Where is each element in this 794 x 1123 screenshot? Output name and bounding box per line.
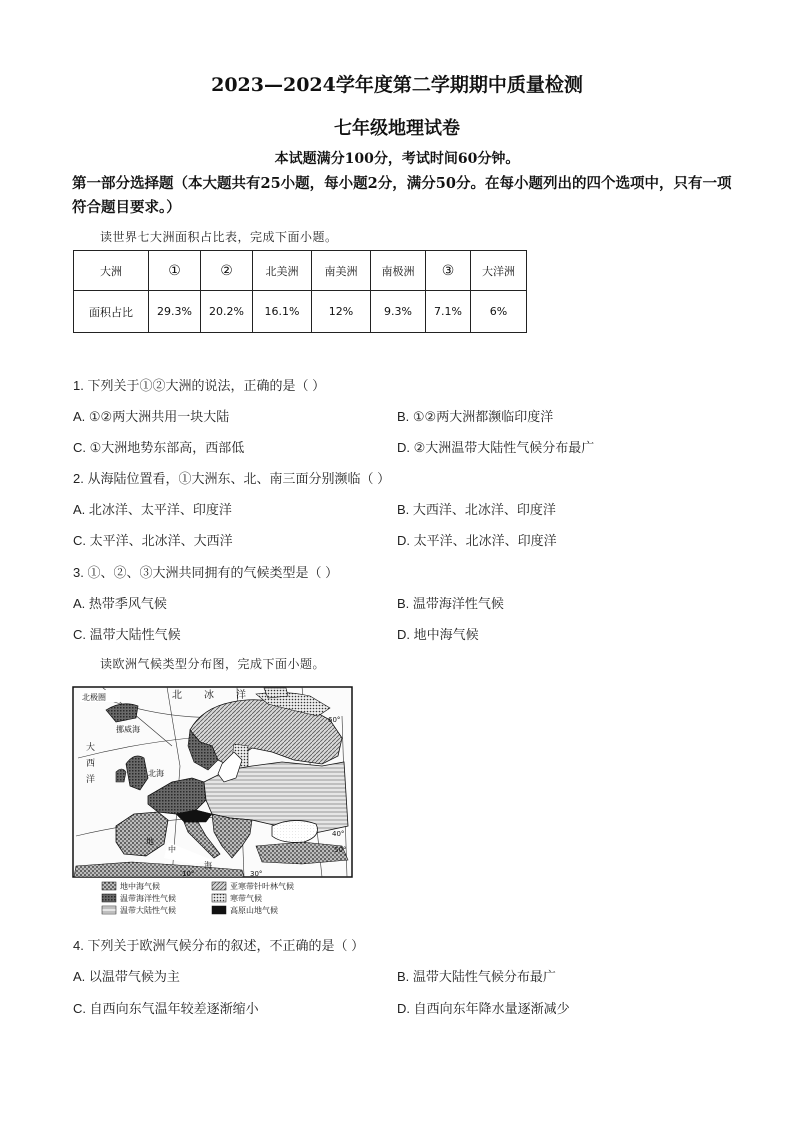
- question-3-option-d: D. 地中海气候: [397, 627, 479, 642]
- question-2-option-a: A. 北冰洋、太平洋、印度洋: [73, 502, 232, 517]
- exam-title: 2023—2024学年度第二学期期中质量检测: [211, 74, 583, 96]
- question-2-option-b: B. 大西洋、北冰洋、印度洋: [397, 502, 556, 517]
- question-2-option-c: C. 太平洋、北冰洋、大西洋: [73, 533, 233, 548]
- question-2-stem: 2. 从海陆位置看，①大洲东、北、南三面分别濒临（ ）: [73, 471, 391, 486]
- table-cell: 9.3%: [371, 291, 426, 333]
- table-cell: 面积占比: [74, 291, 149, 333]
- label-atlantic-3: 洋: [86, 775, 96, 785]
- label-lat-50: 50°: [334, 846, 347, 854]
- label-lon-30: 30°: [250, 870, 263, 878]
- legend-highland: 高原山地气候: [230, 906, 278, 915]
- legend-swatch-polar: [212, 894, 226, 902]
- legend-oceanic: 温带海洋性气候: [120, 894, 176, 903]
- label-north-ice-2: 冰: [204, 690, 214, 701]
- table-cell: 12%: [312, 291, 371, 333]
- black-sea: [272, 820, 318, 842]
- label-norwegian-sea: 挪威海: [116, 725, 140, 734]
- table-cell: 16.1%: [253, 291, 312, 333]
- label-black-sea-2: 海: [298, 829, 306, 838]
- legend-swatch-oceanic: [102, 894, 116, 902]
- ireland: [116, 769, 126, 782]
- table-row: [74, 251, 527, 291]
- label-arctic-circle: 北极圈: [82, 693, 106, 702]
- question-4-option-b: B. 温带大陆性气候分布最广: [397, 969, 556, 984]
- label-north-ice-1: 北: [172, 690, 182, 701]
- question-2-option-d: D. 太平洋、北冰洋、印度洋: [397, 533, 557, 548]
- table-cell: 南美洲: [312, 251, 371, 291]
- label-lat-40: 40°: [332, 830, 345, 838]
- label-north-ice-3: 洋: [236, 690, 246, 701]
- legend-swatch-highland: [212, 906, 226, 914]
- legend-continental: 温带大陆性气候: [120, 906, 176, 915]
- question-3-option-c: C. 温带大陆性气候: [73, 627, 181, 642]
- table-cell: ②: [201, 251, 253, 291]
- table-cell: 20.2%: [201, 291, 253, 333]
- label-atlantic-1: 大: [86, 743, 96, 753]
- question-4-stem: 4. 下列关于欧洲气候分布的叙述，不正确的是（ ）: [73, 938, 365, 953]
- table-row: [74, 291, 527, 333]
- table-cell: 大洲: [74, 251, 149, 291]
- table-cell: 6%: [471, 291, 527, 333]
- table-cell: 29.3%: [149, 291, 201, 333]
- map-intro: 读欧洲气候类型分布图，完成下面小题。: [100, 657, 326, 671]
- legend-mediterranean: 地中海气候: [120, 882, 160, 891]
- label-north-sea: 北海: [148, 769, 164, 778]
- legend-swatch-mediterranean: [102, 882, 116, 890]
- question-1-option-d: D. ②大洲温带大陆性气候分布最广: [397, 440, 595, 455]
- question-3-option-b: B. 温带海洋性气候: [397, 596, 504, 611]
- table-cell: 大洋洲: [471, 251, 527, 291]
- question-4-option-a: A. 以温带气候为主: [73, 969, 180, 984]
- question-4-option-c: C. 自西向东气温年较差逐渐缩小: [73, 1001, 259, 1016]
- question-4-option-d: D. 自西向东年降水量逐渐减少: [397, 1001, 570, 1016]
- question-1-option-a: A. ①②两大洲共用一块大陆: [73, 409, 230, 424]
- map-legend: [102, 881, 294, 915]
- question-1-option-c: C. ①大洲地势东部高，西部低: [73, 440, 245, 455]
- question-1-option-b: B. ①②两大洲都濒临印度洋: [397, 409, 554, 424]
- label-med-3: 海: [204, 861, 212, 870]
- label-lat-60: 60°: [328, 716, 341, 724]
- section-heading: 第一部分选择题（本大题共有25小题，每小题2分，满分50分。在每小题列出的四个选项中，只有一项符合题目要求。）: [72, 175, 732, 216]
- label-black-sea-1: 黑: [284, 829, 292, 838]
- legend-subarctic: 亚寒带针叶林气候: [230, 882, 294, 891]
- table-cell: ①: [149, 251, 201, 291]
- table-cell: 7.1%: [426, 291, 471, 333]
- table-cell: ③: [426, 251, 471, 291]
- arctic-island: [264, 688, 288, 698]
- question-1-stem: 1. 下列关于①②大洲的说法，正确的是（ ）: [73, 378, 326, 393]
- legend-swatch-continental: [102, 906, 116, 914]
- table-cell: 南极洲: [371, 251, 426, 291]
- legend-swatch-subarctic: [212, 882, 226, 890]
- label-lon-10: 10°: [182, 870, 195, 878]
- question-3-stem: 3. ①、②、③大洲共同拥有的气候类型是（ ）: [73, 565, 339, 580]
- label-atlantic-2: 西: [86, 759, 96, 769]
- legend-polar: 寒带气候: [230, 894, 262, 903]
- continent-area-table: [73, 250, 527, 333]
- table-intro: 读世界七大洲面积占比表，完成下面小题。: [100, 230, 338, 244]
- exam-note: 本试题满分100分，考试时间60分钟。: [274, 151, 520, 167]
- table-cell: 北美洲: [253, 251, 312, 291]
- exam-subtitle: 七年级地理试卷: [334, 118, 460, 139]
- label-med-1: 地: [146, 837, 154, 846]
- question-3-option-a: A. 热带季风气候: [73, 596, 167, 611]
- label-med-2: 中: [168, 845, 176, 854]
- europe-climate-map: [72, 686, 353, 924]
